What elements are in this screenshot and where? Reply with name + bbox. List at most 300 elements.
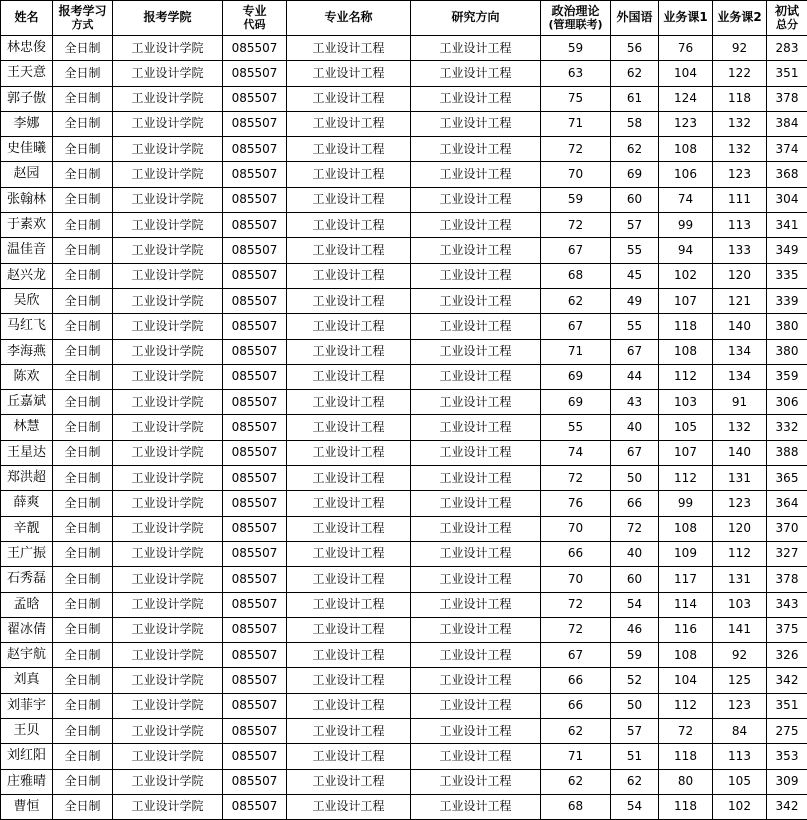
cell-course1: 74 [659,187,713,212]
cell-total: 353 [767,744,807,769]
cell-name: 吴欣 [1,288,53,313]
cell-major-name: 工业设计工程 [287,744,411,769]
cell-major-code: 085507 [223,440,287,465]
cell-name: 王星达 [1,440,53,465]
cell-name: 林忠俊 [1,36,53,61]
cell-course2: 134 [713,364,767,389]
cell-politics: 70 [541,162,611,187]
cell-foreign-language: 69 [611,162,659,187]
cell-course2: 113 [713,744,767,769]
cell-total: 306 [767,390,807,415]
cell-foreign-language: 62 [611,137,659,162]
cell-college: 工业设计学院 [113,187,223,212]
cell-course1: 72 [659,719,713,744]
table-row [1,86,807,111]
cell-course2: 123 [713,162,767,187]
cell-study-mode: 全日制 [53,769,113,794]
cell-direction: 工业设计工程 [411,592,541,617]
cell-name: 王天意 [1,61,53,86]
column-header-major-name: 专业名称 [287,1,411,36]
cell-college: 工业设计学院 [113,516,223,541]
cell-course1: 112 [659,466,713,491]
cell-total: 365 [767,466,807,491]
cell-direction: 工业设计工程 [411,339,541,364]
cell-total: 378 [767,86,807,111]
cell-name: 王广振 [1,541,53,566]
cell-course1: 118 [659,314,713,339]
column-header-major-code-line2: 代码 [223,19,286,32]
cell-total: 341 [767,213,807,238]
cell-college: 工业设计学院 [113,719,223,744]
cell-study-mode: 全日制 [53,213,113,238]
cell-name: 曹恒 [1,794,53,819]
cell-course1: 123 [659,111,713,136]
cell-study-mode: 全日制 [53,440,113,465]
cell-major-code: 085507 [223,541,287,566]
cell-foreign-language: 54 [611,794,659,819]
cell-major-code: 085507 [223,617,287,642]
cell-course1: 109 [659,541,713,566]
cell-foreign-language: 60 [611,567,659,592]
cell-politics: 74 [541,440,611,465]
cell-major-code: 085507 [223,769,287,794]
cell-politics: 75 [541,86,611,111]
cell-name: 王贝 [1,719,53,744]
cell-major-name: 工业设计工程 [287,364,411,389]
cell-course2: 121 [713,288,767,313]
cell-total: 375 [767,617,807,642]
cell-direction: 工业设计工程 [411,162,541,187]
cell-major-code: 085507 [223,643,287,668]
cell-politics: 70 [541,516,611,541]
cell-college: 工业设计学院 [113,213,223,238]
cell-study-mode: 全日制 [53,137,113,162]
cell-direction: 工业设计工程 [411,263,541,288]
cell-course1: 107 [659,440,713,465]
cell-politics: 66 [541,693,611,718]
cell-major-code: 085507 [223,491,287,516]
cell-name: 于素欢 [1,213,53,238]
cell-politics: 76 [541,491,611,516]
cell-course2: 140 [713,314,767,339]
cell-name: 陈欢 [1,364,53,389]
cell-study-mode: 全日制 [53,567,113,592]
cell-major-code: 085507 [223,516,287,541]
cell-course1: 108 [659,137,713,162]
cell-college: 工业设计学院 [113,769,223,794]
cell-study-mode: 全日制 [53,466,113,491]
cell-course2: 141 [713,617,767,642]
cell-course1: 118 [659,744,713,769]
column-header-name: 姓名 [1,1,53,36]
cell-course2: 131 [713,567,767,592]
cell-college: 工业设计学院 [113,364,223,389]
cell-major-name: 工业设计工程 [287,643,411,668]
cell-politics: 71 [541,111,611,136]
cell-major-code: 085507 [223,693,287,718]
table-row [1,314,807,339]
cell-major-code: 085507 [223,213,287,238]
cell-major-code: 085507 [223,592,287,617]
cell-name: 石秀磊 [1,567,53,592]
cell-course1: 114 [659,592,713,617]
table-body [1,36,807,820]
cell-total: 368 [767,162,807,187]
cell-foreign-language: 43 [611,390,659,415]
cell-course2: 133 [713,238,767,263]
cell-total: 349 [767,238,807,263]
cell-major-name: 工业设计工程 [287,617,411,642]
cell-direction: 工业设计工程 [411,719,541,744]
table-row [1,693,807,718]
cell-name: 史佳曦 [1,137,53,162]
table-row [1,592,807,617]
cell-total: 378 [767,567,807,592]
cell-foreign-language: 50 [611,466,659,491]
cell-major-name: 工业设计工程 [287,288,411,313]
cell-politics: 72 [541,213,611,238]
cell-major-code: 085507 [223,794,287,819]
cell-name: 温佳音 [1,238,53,263]
cell-total: 275 [767,719,807,744]
cell-course1: 112 [659,693,713,718]
cell-total: 342 [767,668,807,693]
cell-college: 工业设计学院 [113,541,223,566]
cell-politics: 59 [541,187,611,212]
cell-total: 351 [767,693,807,718]
column-header-study-mode-line1: 报考学习 [58,4,106,18]
cell-college: 工业设计学院 [113,390,223,415]
cell-foreign-language: 40 [611,415,659,440]
cell-major-name: 工业设计工程 [287,541,411,566]
table-row [1,364,807,389]
cell-course2: 132 [713,137,767,162]
cell-direction: 工业设计工程 [411,693,541,718]
table-row [1,288,807,313]
cell-course2: 140 [713,440,767,465]
cell-major-name: 工业设计工程 [287,668,411,693]
cell-college: 工业设计学院 [113,744,223,769]
cell-course2: 131 [713,466,767,491]
cell-politics: 71 [541,744,611,769]
cell-name: 郭子傲 [1,86,53,111]
cell-name: 赵园 [1,162,53,187]
cell-college: 工业设计学院 [113,415,223,440]
table-row [1,36,807,61]
cell-politics: 72 [541,466,611,491]
cell-direction: 工业设计工程 [411,364,541,389]
table-row [1,466,807,491]
column-header-college: 报考学院 [113,1,223,36]
cell-course1: 108 [659,516,713,541]
cell-politics: 67 [541,643,611,668]
cell-total: 332 [767,415,807,440]
cell-name: 林慧 [1,415,53,440]
cell-major-name: 工业设计工程 [287,137,411,162]
cell-total: 351 [767,61,807,86]
cell-major-code: 085507 [223,162,287,187]
cell-foreign-language: 67 [611,440,659,465]
cell-major-code: 085507 [223,719,287,744]
cell-major-code: 085507 [223,36,287,61]
cell-name: 李娜 [1,111,53,136]
table-row [1,769,807,794]
cell-major-code: 085507 [223,111,287,136]
table-row [1,440,807,465]
cell-total: 339 [767,288,807,313]
cell-major-code: 085507 [223,668,287,693]
cell-study-mode: 全日制 [53,491,113,516]
cell-major-name: 工业设计工程 [287,567,411,592]
cell-study-mode: 全日制 [53,263,113,288]
cell-study-mode: 全日制 [53,693,113,718]
cell-major-name: 工业设计工程 [287,314,411,339]
table-row [1,61,807,86]
cell-college: 工业设计学院 [113,339,223,364]
cell-name: 张翰林 [1,187,53,212]
cell-major-code: 085507 [223,339,287,364]
cell-direction: 工业设计工程 [411,643,541,668]
cell-politics: 55 [541,415,611,440]
cell-foreign-language: 67 [611,339,659,364]
cell-direction: 工业设计工程 [411,744,541,769]
cell-major-name: 工业设计工程 [287,390,411,415]
cell-total: 380 [767,339,807,364]
cell-major-name: 工业设计工程 [287,187,411,212]
cell-major-name: 工业设计工程 [287,794,411,819]
cell-direction: 工业设计工程 [411,314,541,339]
cell-course2: 105 [713,769,767,794]
cell-college: 工业设计学院 [113,617,223,642]
cell-direction: 工业设计工程 [411,61,541,86]
table-row [1,491,807,516]
cell-major-name: 工业设计工程 [287,415,411,440]
cell-foreign-language: 62 [611,61,659,86]
cell-major-name: 工业设计工程 [287,111,411,136]
cell-politics: 67 [541,314,611,339]
cell-college: 工业设计学院 [113,263,223,288]
cell-total: 335 [767,263,807,288]
column-header-politics [541,1,611,36]
column-header-total-line2: 总分 [767,19,807,32]
cell-name: 郑洪超 [1,466,53,491]
cell-major-name: 工业设计工程 [287,263,411,288]
cell-college: 工业设计学院 [113,137,223,162]
cell-course1: 105 [659,415,713,440]
cell-foreign-language: 46 [611,617,659,642]
cell-foreign-language: 66 [611,491,659,516]
cell-direction: 工业设计工程 [411,390,541,415]
column-header-course2: 业务课2 [713,1,767,36]
cell-total: 370 [767,516,807,541]
cell-college: 工业设计学院 [113,693,223,718]
cell-major-code: 085507 [223,466,287,491]
cell-study-mode: 全日制 [53,794,113,819]
cell-total: 343 [767,592,807,617]
cell-course1: 80 [659,769,713,794]
cell-name: 赵宇航 [1,643,53,668]
cell-total: 304 [767,187,807,212]
cell-study-mode: 全日制 [53,61,113,86]
cell-direction: 工业设计工程 [411,238,541,263]
cell-direction: 工业设计工程 [411,769,541,794]
cell-foreign-language: 51 [611,744,659,769]
table-row [1,415,807,440]
table-row [1,794,807,819]
cell-study-mode: 全日制 [53,86,113,111]
cell-study-mode: 全日制 [53,541,113,566]
cell-foreign-language: 57 [611,213,659,238]
cell-politics: 62 [541,769,611,794]
cell-college: 工业设计学院 [113,440,223,465]
cell-foreign-language: 55 [611,238,659,263]
cell-college: 工业设计学院 [113,111,223,136]
cell-course2: 102 [713,794,767,819]
cell-major-name: 工业设计工程 [287,238,411,263]
cell-direction: 工业设计工程 [411,111,541,136]
cell-major-name: 工业设计工程 [287,466,411,491]
cell-foreign-language: 72 [611,516,659,541]
cell-course2: 120 [713,516,767,541]
table-row [1,617,807,642]
cell-major-code: 085507 [223,364,287,389]
cell-major-code: 085507 [223,238,287,263]
cell-name: 丘嘉斌 [1,390,53,415]
cell-direction: 工业设计工程 [411,86,541,111]
column-header-politics-line2: (管理联考) [541,19,610,32]
table-row [1,238,807,263]
table-row [1,668,807,693]
cell-major-name: 工业设计工程 [287,339,411,364]
cell-major-name: 工业设计工程 [287,693,411,718]
cell-foreign-language: 61 [611,86,659,111]
cell-politics: 69 [541,364,611,389]
column-header-foreign-language: 外国语 [611,1,659,36]
cell-politics: 63 [541,61,611,86]
cell-course2: 134 [713,339,767,364]
cell-major-name: 工业设计工程 [287,491,411,516]
cell-major-code: 085507 [223,187,287,212]
cell-course2: 123 [713,693,767,718]
cell-college: 工业设计学院 [113,592,223,617]
cell-course1: 99 [659,491,713,516]
cell-name: 庄雅晴 [1,769,53,794]
cell-total: 384 [767,111,807,136]
cell-course2: 111 [713,187,767,212]
table-header-row [1,1,807,36]
cell-direction: 工业设计工程 [411,668,541,693]
cell-college: 工业设计学院 [113,36,223,61]
table-row [1,187,807,212]
cell-direction: 工业设计工程 [411,137,541,162]
cell-total: 374 [767,137,807,162]
cell-major-code: 085507 [223,288,287,313]
cell-foreign-language: 59 [611,643,659,668]
cell-major-name: 工业设计工程 [287,592,411,617]
cell-course1: 112 [659,364,713,389]
table-row [1,719,807,744]
cell-course1: 104 [659,668,713,693]
cell-foreign-language: 45 [611,263,659,288]
cell-name: 赵兴龙 [1,263,53,288]
cell-course1: 117 [659,567,713,592]
cell-course1: 107 [659,288,713,313]
cell-course1: 76 [659,36,713,61]
cell-total: 342 [767,794,807,819]
cell-college: 工业设计学院 [113,288,223,313]
cell-foreign-language: 58 [611,111,659,136]
cell-course1: 103 [659,390,713,415]
cell-study-mode: 全日制 [53,339,113,364]
cell-course2: 91 [713,390,767,415]
table-row [1,263,807,288]
cell-major-code: 085507 [223,314,287,339]
cell-major-name: 工业设计工程 [287,162,411,187]
cell-college: 工业设计学院 [113,643,223,668]
cell-course1: 99 [659,213,713,238]
cell-name: 辛靓 [1,516,53,541]
cell-politics: 70 [541,567,611,592]
cell-foreign-language: 44 [611,364,659,389]
table-row [1,111,807,136]
column-header-politics-line1: 政治理论 [551,4,599,18]
table-row [1,213,807,238]
cell-study-mode: 全日制 [53,36,113,61]
cell-total: 364 [767,491,807,516]
cell-direction: 工业设计工程 [411,491,541,516]
table-row [1,643,807,668]
cell-major-code: 085507 [223,137,287,162]
cell-politics: 68 [541,794,611,819]
cell-course2: 92 [713,36,767,61]
cell-politics: 67 [541,238,611,263]
cell-foreign-language: 40 [611,541,659,566]
cell-course1: 108 [659,339,713,364]
cell-direction: 工业设计工程 [411,466,541,491]
cell-foreign-language: 55 [611,314,659,339]
cell-politics: 62 [541,719,611,744]
cell-total: 380 [767,314,807,339]
cell-study-mode: 全日制 [53,415,113,440]
cell-foreign-language: 52 [611,668,659,693]
cell-name: 李海燕 [1,339,53,364]
cell-course2: 122 [713,61,767,86]
cell-foreign-language: 54 [611,592,659,617]
cell-study-mode: 全日制 [53,617,113,642]
cell-major-code: 085507 [223,744,287,769]
cell-major-code: 085507 [223,263,287,288]
column-header-study-mode-line2: 方式 [53,19,112,32]
table-row [1,162,807,187]
cell-course1: 124 [659,86,713,111]
cell-direction: 工业设计工程 [411,617,541,642]
cell-course1: 94 [659,238,713,263]
cell-course1: 108 [659,643,713,668]
cell-course2: 132 [713,415,767,440]
cell-college: 工业设计学院 [113,794,223,819]
cell-study-mode: 全日制 [53,668,113,693]
cell-course1: 118 [659,794,713,819]
cell-study-mode: 全日制 [53,314,113,339]
cell-study-mode: 全日制 [53,364,113,389]
column-header-major-code-line1: 专业 [242,4,266,18]
cell-course2: 123 [713,491,767,516]
table-row [1,516,807,541]
cell-major-name: 工业设计工程 [287,719,411,744]
column-header-direction: 研究方向 [411,1,541,36]
cell-college: 工业设计学院 [113,61,223,86]
cell-study-mode: 全日制 [53,162,113,187]
